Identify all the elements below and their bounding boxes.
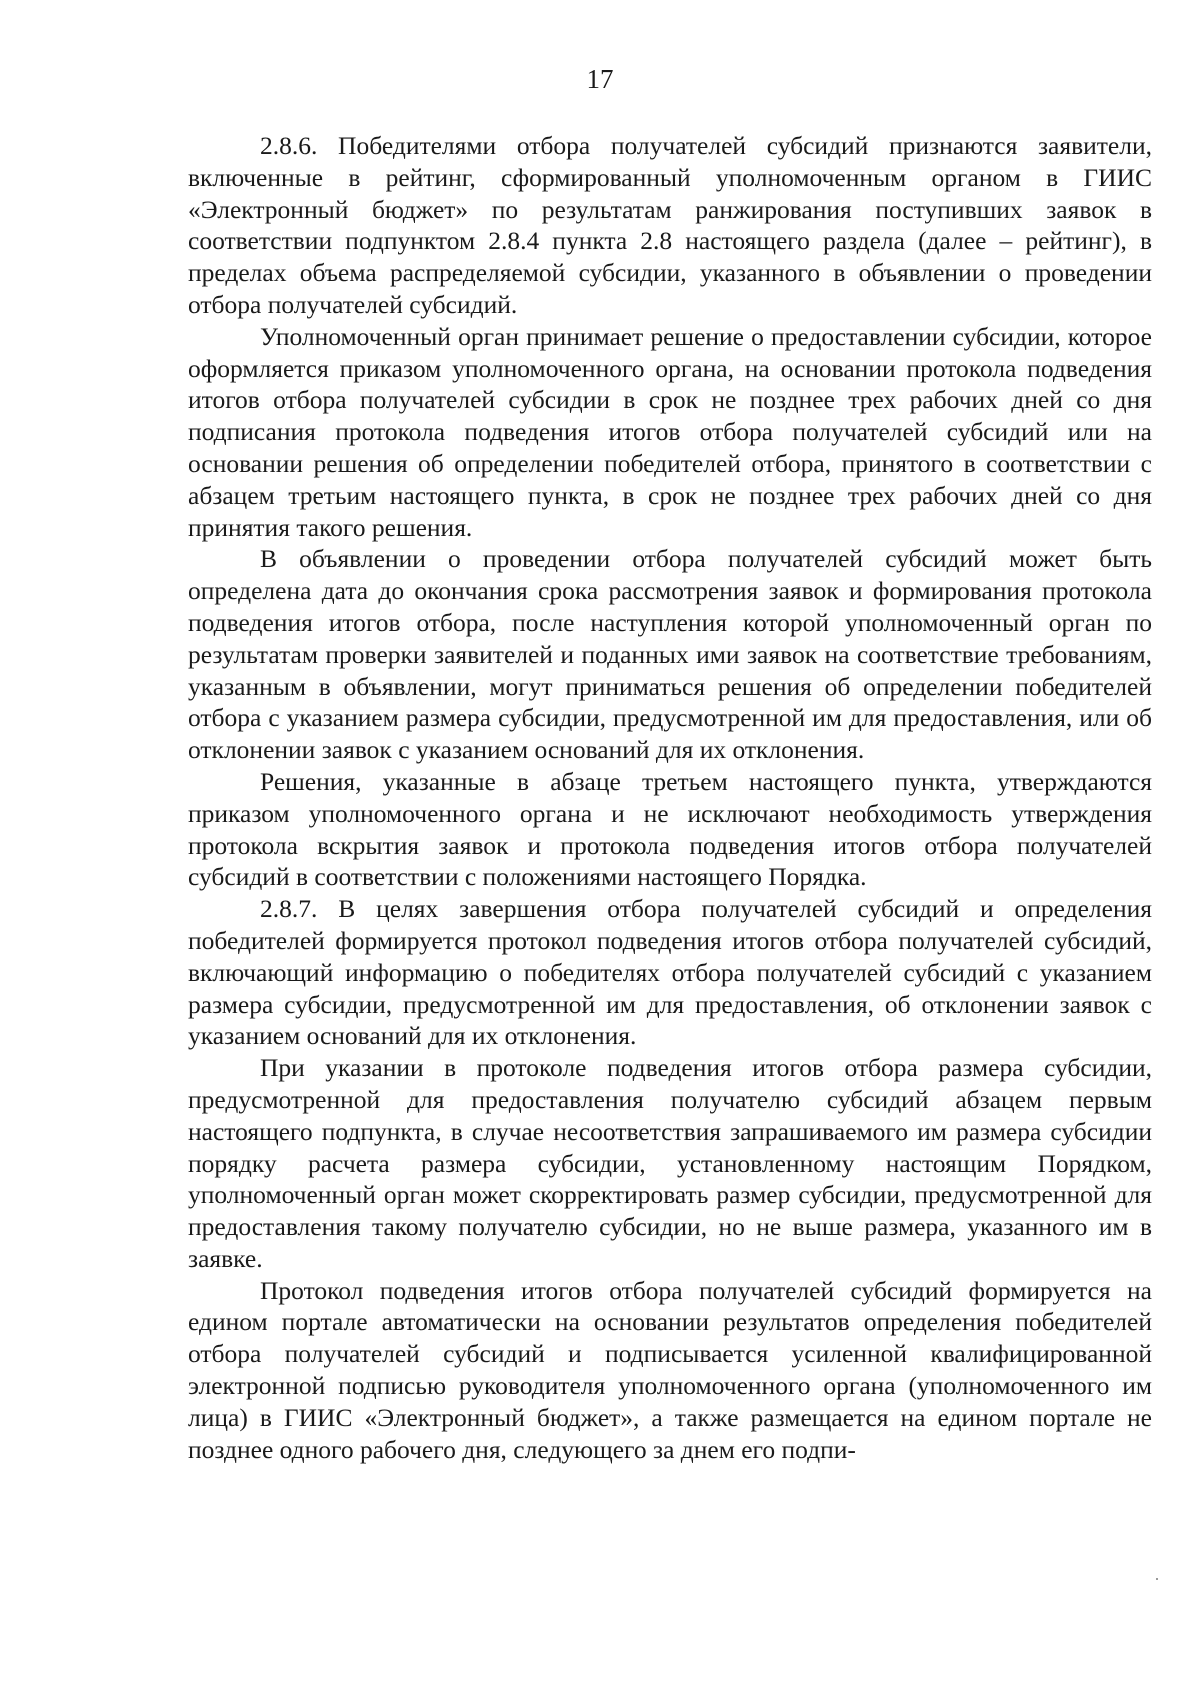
paragraph-announcement: В объявлении о проведении отбора получателей субсидий может быть определена дата до окончания срока рассмотрения заявок и формирования протокола подведения итогов отбора, после наступления которой уполномоченный орган по результатам проверки заявителей и поданных ими заявок на соответствие требованиям, указанным в объявлении, могут приниматься решения об определении победителей отбора с указанием размера субсидии, предусмотренной им для предоставления, или об отклонении заявок с указанием оснований для их отклонения. — [188, 544, 1152, 765]
paragraph-correction: При указании в протоколе подведения итогов отбора размера субсидии, предусмотренной для предоставления получателю субсидий абзацем первым настоящего подпункта, в случае несоответствия запрашиваемого им размера субсидии порядку расчета размера субсидии, установленному настоящим Порядком, уполномоченный орган может скорректировать размер субсидии, предусмотренной для предоставления такому получателю субсидии, но не выше размера, указанного им в заявке. — [188, 1053, 1152, 1273]
paragraph-protocol: Протокол подведения итогов отбора получателей субсидий формируется на едином портале автоматически на основании результатов определения победителей отбора получателей субсидий и подписывается усиленной квалифицированной электронной подписью руководителя уполномоченного органа (уполномоченного им лица) в ГИИС «Электронный бюджет», а также размещается на едином портале не позднее одного рабочего дня, следующего за днем его подпи- — [188, 1275, 1152, 1464]
paragraph-approval: Решения, указанные в абзаце третьем настоящего пункта, утверждаются приказом уполномоченного органа и не исключают необходимость утверждения протокола вскрытия заявок и протокола подведения итогов отбора получателей субсидий в соответствии с положениями настоящего Порядка. — [188, 766, 1152, 892]
paragraph-2-8-7: 2.8.7. В целях завершения отбора получателей субсидий и определения победителей формируется протокол подведения итогов отбора получателей субсидий, включающий информацию о победителях отбора получателей субсидий с указанием размера субсидии, предусмотренной им для предоставления, об отклонении заявок с указанием оснований для их отклонения. — [188, 894, 1152, 1051]
paragraph-2-8-6: 2.8.6. Победителями отбора получателей субсидий признаются заявители, включенные в рейтинг, сформированный уполномоченным органом в ГИИС «Электронный бюджет» по результатам ранжирования поступивших заявок в соответствии подпунктом 2.8.4 пункта 2.8 настоящего раздела (далее – рейтинг), в пределах объема распределяемой субсидии, указанного в объявлении о проведении отбора получателей субсидий. — [188, 131, 1152, 319]
scan-speck — [1156, 1578, 1158, 1580]
page-number: 17 — [586, 64, 614, 94]
document-body — [188, 130, 1152, 1465]
paragraph-decision: Уполномоченный орган принимает решение о предоставлении субсидии, которое оформляется приказом уполномоченного органа, на основании протокола подведения итогов отбора получателей субсидии в срок не позднее трех рабочих дней со дня подписания протокола подведения итогов отбора получателей субсидий или на основании решения об определении победителей отбора, принятого в соответствии с абзацем третьим настоящего пункта, в срок не позднее трех рабочих дней со дня принятия такого решения. — [188, 321, 1152, 542]
